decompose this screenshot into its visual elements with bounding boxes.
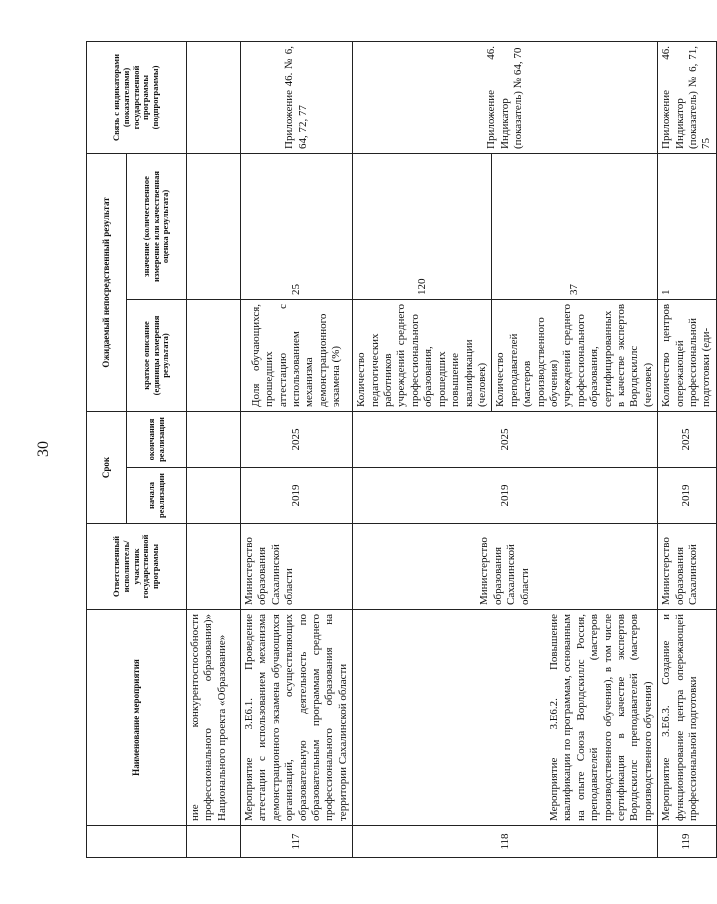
- row-link: Приложение 46. Индикатор (показатель) № 64, 70: [353, 41, 658, 153]
- program-table: [86, 41, 717, 858]
- header-num: [87, 826, 187, 858]
- row-end: 2025: [353, 411, 658, 467]
- row-name: Мероприятие 3.Е6.1. Проведение аттестации с использованием механизма демонстрационного экзамена обучающихся организаций, осуществляющих образовательную деятельность по образовательным программам среднего профессионального образования на территории Сахалинской области: [241, 610, 353, 826]
- row-num: 117: [241, 826, 353, 858]
- row-start: 2019: [658, 468, 717, 524]
- row-result-desc: Доля обучающихся, прошедших аттестацию с использованием механизма демонстрационного экзамена (%): [241, 299, 353, 411]
- row-responsible: Министерство образования Сахалинской области: [353, 524, 658, 610]
- header-row-1: [87, 41, 127, 857]
- header-result-desc: краткое описание (единицы измерения результата): [127, 299, 187, 411]
- header-term-end: окончания реализации: [127, 411, 187, 467]
- header-name: Наименование мероприятия: [87, 610, 187, 826]
- row-result-value: [187, 153, 241, 299]
- row-num: 118: [353, 826, 658, 858]
- row-responsible: [187, 524, 241, 610]
- row-start: [187, 468, 241, 524]
- header-term-start: начала реализации: [127, 468, 187, 524]
- page-number: 30: [35, 441, 52, 457]
- row-end: 2025: [658, 411, 717, 467]
- row-link: Приложение 46. № 6, 64, 72, 77: [241, 41, 353, 153]
- header-responsible: Ответственный исполнитель/участник государственной программы: [87, 524, 187, 610]
- row-num: 119: [658, 826, 717, 858]
- table-row: [658, 41, 717, 857]
- table-row: [353, 41, 492, 857]
- row-link: Приложение 46. Индикатор (показатель) № 6, 71, 75: [658, 41, 717, 153]
- row-end: 2025: [241, 411, 353, 467]
- row-end: [187, 411, 241, 467]
- row-start: 2019: [353, 468, 658, 524]
- row-result-desc: Количество педагогических работников учреждений среднего профессионального образования, прошедших повышение квалификации (человек): [353, 299, 492, 411]
- header-result: Ожидаемый непосредственный результат: [87, 153, 127, 411]
- row-start: 2019: [241, 468, 353, 524]
- rotated-table-frame: [86, 42, 713, 858]
- row-result-value: 25: [241, 153, 353, 299]
- row-name: ние конкурентоспособности профессионального образования)» Национального проекта «Образование»: [187, 610, 241, 826]
- table-row: [241, 41, 353, 857]
- row-responsible: Министерство образования Сахалинской: [658, 524, 717, 610]
- header-link: Связь с индикаторами (показателями) государственной программы (подпрограммы): [87, 41, 187, 153]
- row-result-value: 37: [492, 153, 658, 299]
- row-result-desc: Количество преподавателей (мастеров производственного обучения) учреждений среднего профессионального образования, сертифицированных в качестве экспертов Ворлдскиллс (человек): [492, 299, 658, 411]
- row-result-value: 120: [353, 153, 492, 299]
- row-num: [187, 826, 241, 858]
- row-name: Мероприятие 3.Е6.2. Повышение квалификации по программам, основанным на опыте Союза Ворлдскиллс Россия, преподавателей (мастеров производственного обучения), в том числе сертификация в качестве экспертов Ворлдскиллс преподавателей (мастеров производственного обучения): [353, 610, 658, 826]
- row-result-desc: Количество центров опережающей профессиональной подготовки (еди-: [658, 299, 717, 411]
- header-result-value: значение (количественное измерение или качественная оценка результата): [127, 153, 187, 299]
- row-result-value: 1: [658, 153, 717, 299]
- row-responsible: Министерство образования Сахалинской области: [241, 524, 353, 610]
- header-term: Срок: [87, 411, 127, 523]
- row-link: [187, 41, 241, 153]
- row-name: Мероприятие 3.Е6.3. Создание и функционирование центра опережающей профессиональной подготовки: [658, 610, 717, 826]
- table-row: [187, 41, 241, 857]
- row-result-desc: [187, 299, 241, 411]
- table-stage: [86, 42, 713, 858]
